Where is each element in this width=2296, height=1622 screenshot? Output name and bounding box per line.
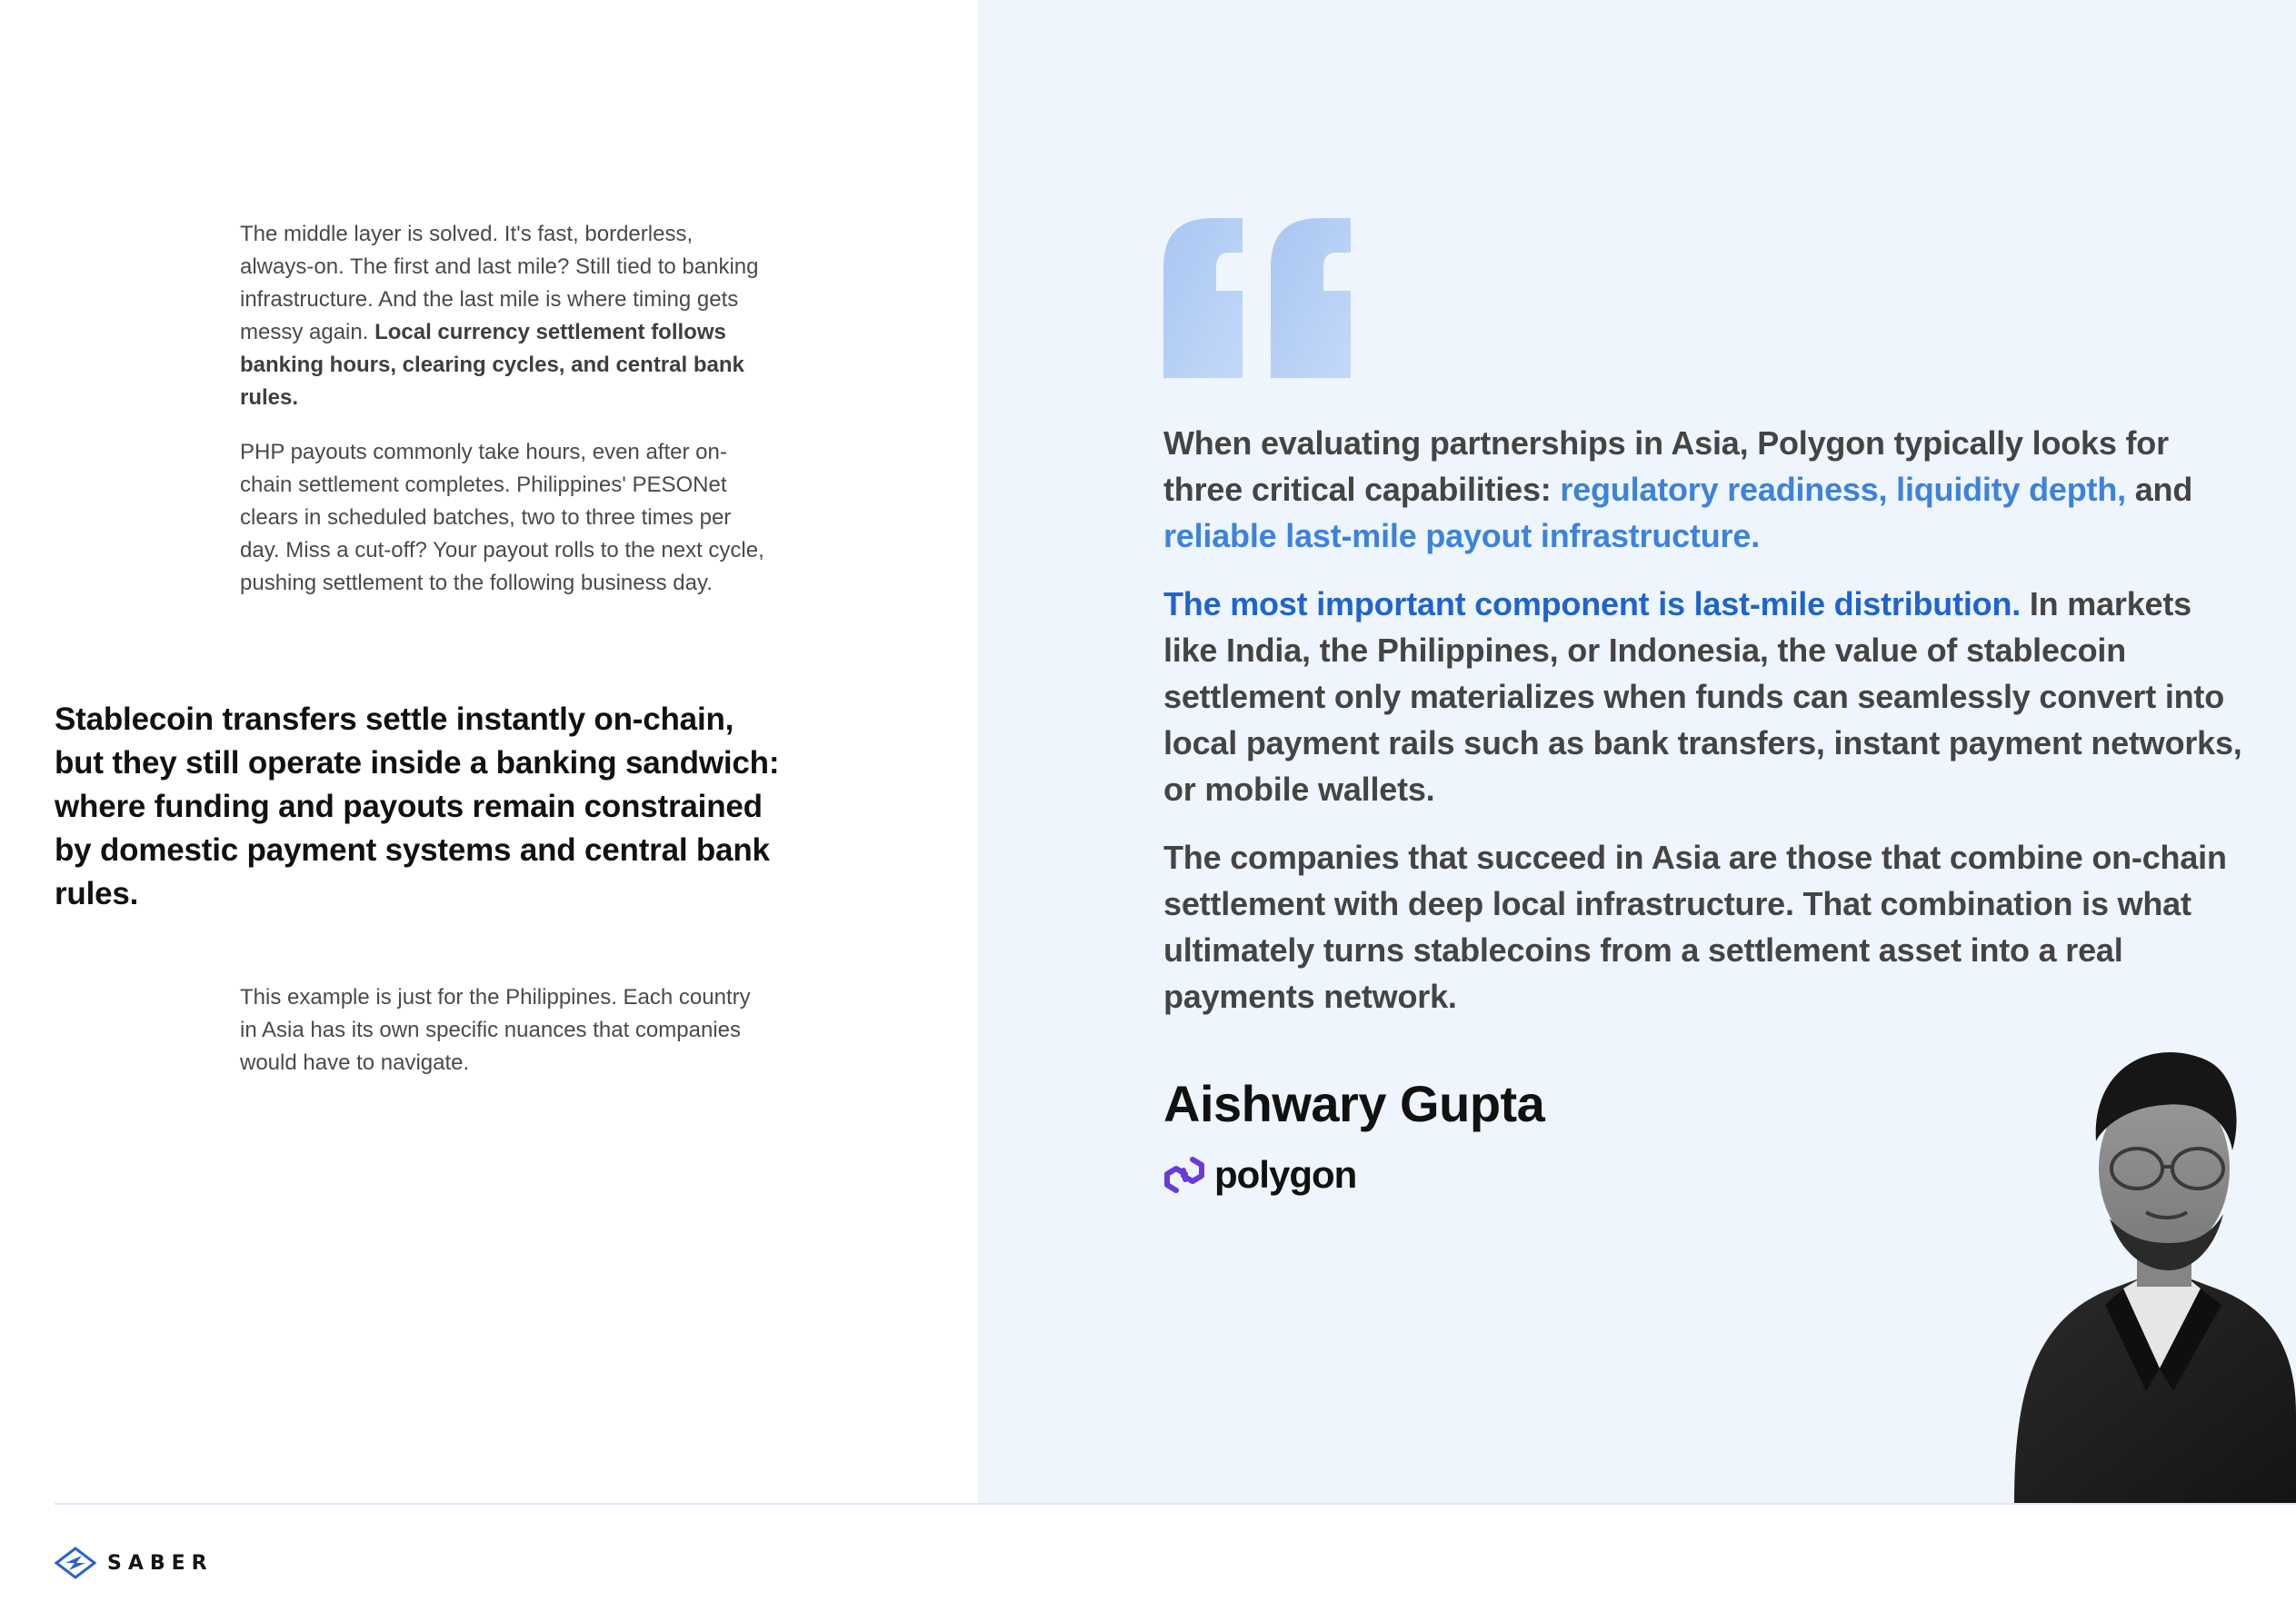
saber-logo: [55, 1547, 214, 1579]
polygon-logo-icon: [1163, 1154, 1205, 1196]
polygon-wordmark: polygon: [1214, 1153, 1357, 1196]
quote-paragraph-1: [1163, 420, 2245, 559]
author-portrait: [1996, 1032, 2296, 1504]
quote-1-lead: When evaluating partnerships in Asia, Polygon typically looks for three critical capabilities:: [1163, 424, 2169, 508]
body-paragraph-3: This example is just for the Philippines. Each country in Asia has its own specific nuances that companies would have to navigate.: [240, 985, 751, 1075]
body-paragraph-2: PHP payouts commonly take hours, even after on-chain settlement completes. Philippines' PESONet clears in scheduled batches, two to three times per day. Miss a cut-off? Your payout rolls to the next cycle, pushing settlement to the following business day.: [240, 440, 764, 595]
quote-1-highlight-1: regulatory readiness, liquidity depth,: [1560, 471, 2126, 508]
paragraph-1-bold: Local currency settlement follows banking hours, clearing cycles, and central bank rules.: [240, 320, 744, 410]
footer-divider: [55, 1503, 2296, 1505]
body-paragraph-1: [240, 218, 767, 414]
polygon-logo: [1163, 1154, 1356, 1196]
saber-logo-icon: [55, 1547, 96, 1579]
paragraph-1-text: The middle layer is solved. It's fast, borderless, always-on. The first and last mile? Still tied to banking infrastructure. And the last mile is where timing gets messy again.: [240, 222, 759, 344]
saber-wordmark: SABER: [107, 1551, 214, 1575]
quote-2-highlight: The most important component is last-mile distribution.: [1163, 585, 2021, 622]
quote-mark-icon: [1163, 218, 1351, 378]
quote-1-highlight-2: reliable last-mile payout infrastructure.: [1163, 517, 1760, 554]
pull-quote: Stablecoin transfers settle instantly on-chain, but they still operate inside a banking sandwich: where funding and payouts remain constrained by domestic payment systems and central bank rules.: [55, 702, 780, 911]
quote-2-rest: In markets like India, the Philippines, or Indonesia, the value of stablecoin settlement only materializes when funds can seamlessly convert into local payment rails such as bank transfers, instant payment networks, or mobile wallets.: [1163, 585, 2242, 808]
author-name: Aishwary Gupta: [1163, 1075, 1545, 1132]
quote-paragraph-3: The companies that succeed in Asia are those that combine on-chain settlement with deep local infrastructure. That combination is what ultimately turns stablecoins from a settlement asset into a real payments network.: [1163, 839, 2227, 1015]
quote-1-mid: and: [2125, 471, 2193, 508]
quote-paragraph-2: [1163, 581, 2245, 812]
